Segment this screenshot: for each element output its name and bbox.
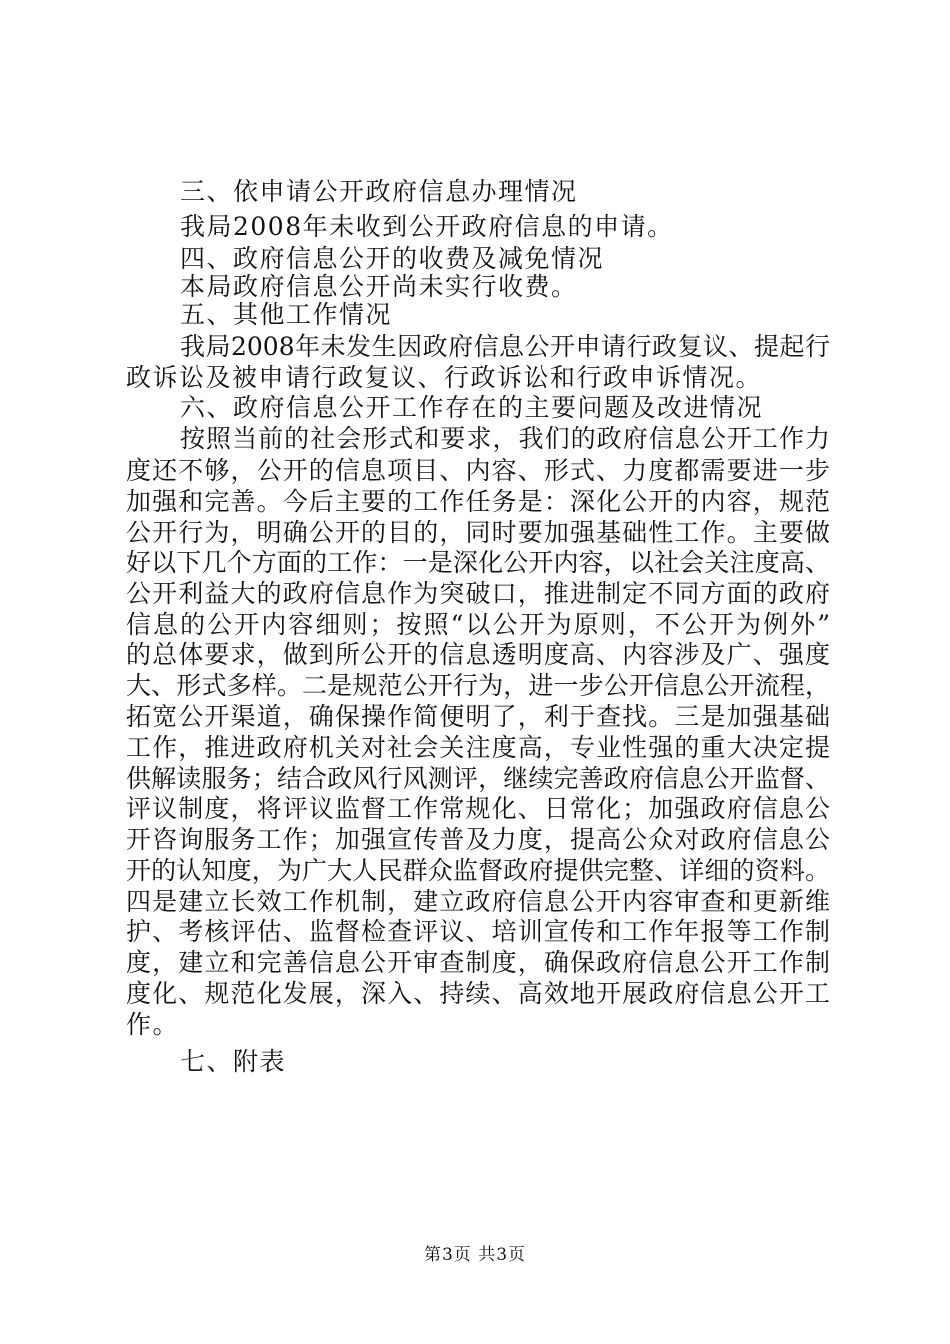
paragraph-line: 公开利益大的政府信息作为突破口，推进制定不同方面的政府	[126, 579, 830, 608]
paragraph-line: 加强和完善。今后主要的工作任务是：深化公开的内容，规范	[126, 487, 830, 516]
section-heading-7: 七、附表	[180, 1047, 287, 1076]
section-heading-3: 三、依申请公开政府信息办理情况	[180, 177, 578, 206]
paragraph-line: 工作，推进政府机关对社会关注度高，专业性强的重大决定提	[126, 733, 830, 762]
paragraph-line: 开的认知度，为广大人民群众监督政府提供完整、详细的资料。	[126, 856, 830, 885]
paragraph-line: 好以下几个方面的工作：一是深化公开内容，以社会关注度高、	[126, 548, 830, 577]
paragraph-line: 公开行为，明确公开的目的，同时要加强基础性工作。主要做	[126, 518, 830, 547]
paragraph-line: 我局2008年未发生因政府信息公开申请行政复议、提起行	[180, 332, 830, 361]
section-heading-4: 四、政府信息公开的收费及减免情况	[180, 244, 605, 273]
paragraph-line: 本局政府信息公开尚未实行收费。	[180, 272, 578, 301]
paragraph-line: 四是建立长效工作机制，建立政府信息公开内容审查和更新维	[126, 887, 830, 916]
paragraph-line: 的总体要求，做到所公开的信息透明度高、内容涉及广、强度	[126, 640, 830, 669]
paragraph-line: 信息的公开内容细则；按照“以公开为原则，不公开为例外”	[126, 610, 830, 639]
paragraph-line: 度化、规范化发展，深入、持续、高效地开展政府信息公开工	[126, 979, 830, 1008]
paragraph-line: 度还不够，公开的信息项目、内容、形式、力度都需要进一步	[126, 456, 830, 485]
paragraph-line: 作。	[126, 1010, 180, 1039]
paragraph-line: 拓宽公开渠道，确保操作简便明了，利于查找。三是加强基础	[126, 702, 830, 731]
paragraph-line: 开咨询服务工作；加强宣传普及力度，提高公众对政府信息公	[126, 825, 830, 854]
paragraph-line: 护、考核评估、监督检查评议、培训宣传和工作年报等工作制	[126, 917, 830, 946]
paragraph-line: 评议制度，将评议监督工作常规化、日常化；加强政府信息公	[126, 794, 830, 823]
paragraph-line: 我局2008年未收到公开政府信息的申请。	[180, 212, 674, 241]
page-number-footer: 第3页 共3页	[423, 1245, 527, 1265]
paragraph-line: 大、形式多样。二是规范公开行为，进一步公开信息公开流程，	[126, 671, 830, 700]
paragraph-line: 按照当前的社会形式和要求，我们的政府信息公开工作力	[180, 424, 830, 453]
section-heading-6: 六、政府信息公开工作存在的主要问题及改进情况	[180, 393, 764, 422]
section-heading-5: 五、其他工作情况	[180, 300, 393, 329]
paragraph-line: 度，建立和完善信息公开审查制度，确保政府信息公开工作制	[126, 948, 830, 977]
paragraph-line: 供解读服务；结合政风行风测评，继续完善政府信息公开监督、	[126, 764, 830, 793]
paragraph-line: 政诉讼及被申请行政复议、行政诉讼和行政申诉情况。	[126, 363, 763, 392]
